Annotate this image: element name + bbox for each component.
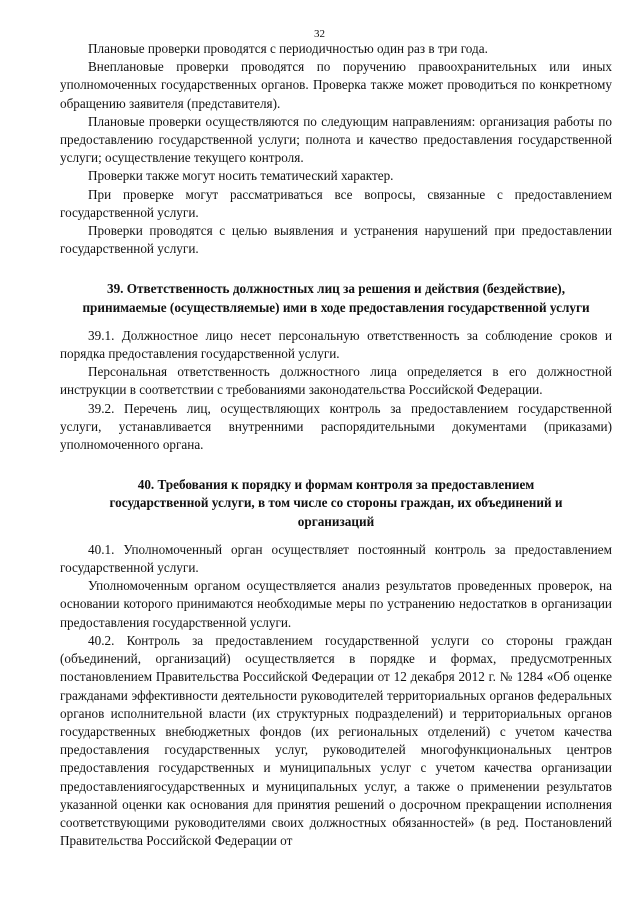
paragraph-unscheduled-inspections: Внеплановые проверки проводятся по поручению правоохранительных или иных уполномоченных государственных органов. Проверка также может проводиться по конкретному обращению заявителя (представителя). [60,59,612,111]
paragraph-inspection-purpose: Проверки проводятся с целью выявления и устранения нарушений при предоставлении государственной услуги. [60,223,612,257]
paragraph-40-analysis: Уполномоченным органом осуществляется анализ результатов проведенных проверок, на основании которого принимаются необходимые меры по устранению недостатков в организации предоставления государственной услуги. [60,578,612,630]
document-body [60,40,612,850]
section-40-heading-line-3: организаций [297,513,375,529]
paragraph-39-personal-responsibility: Персональная ответственность должностного лица определяется в его должностной инструкции в соответствии с требованиями законодательства Российской Федерации. [60,364,612,398]
section-40-heading-line-1: 40. Требования к порядку и формам контроля за предоставлением [137,477,535,493]
paragraph-40-2: 40.2. Контроль за предоставлением государственной услуги со стороны граждан (объединений, организаций) осуществляется в порядке и формах, предусмотренных постановлением Правительства Российской Федерации от 12 декабря 2012 г. № 1284 «Об оценке гражданами эффективности деятельности руководителей территориальных органов федеральных органов исполнительной власти (их структурных подразделений) и территориальных органов государственных внебюджетных фондов (их региональных отделений) с учетом качества предоставления государственных услуг, руководителей многофункциональных центров предоставления государственных и муниципальных услуг с учетом качества организации предоставлениягосударственных и муниципальных услуг, а также о применении результатов указанной оценки как основания для принятия решений о досрочном прекращении исполнения соответствующими руководителями своих должностных обязанностей» (в ред. Постановлений Правительства Российской Федерации от [60,632,612,849]
paragraph-40-1: 40.1. Уполномоченный орган осуществляет постоянный контроль за предоставлением государственной услуги. [60,541,612,576]
paragraph-thematic-inspections: Проверки также могут носить тематический характер. [88,168,394,184]
paragraph-inspection-questions: При проверке могут рассматриваться все вопросы, связанные с предоставлением государственной услуги. [60,186,612,220]
section-39-heading [60,280,612,316]
paragraph-planned-inspections-frequency: Плановые проверки проводятся с периодичностью один раз в три года. [88,41,488,56]
section-40-heading-line-2: государственной услуги, в том числе со стороны граждан, их объединений и [109,495,563,511]
section-40-heading [60,476,612,531]
page-number: 32 [314,28,325,40]
paragraph-39-1: 39.1. Должностное лицо несет персональную ответственность за соблюдение сроков и порядка предоставления государственной услуги. [60,327,612,362]
paragraph-39-2: 39.2. Перечень лиц, осуществляющих контроль за предоставлением государственной услуги, устанавливается внутренними распорядительными документами (приказами) уполномоченного органа. [60,400,612,453]
section-39-heading-line-1: 39. Ответственность должностных лиц за решения и действия (бездействие), [106,281,565,297]
section-39-heading-line-2: принимаемые (осуществляемые) ими в ходе предоставления государственной услуги [82,299,590,315]
paragraph-inspection-directions: Плановые проверки осуществляются по следующим направлениям: организация работы по предоставлению государственной услуги; полнота и качество предоставления государственной услуги; осуществление текущего контроля. [60,113,612,166]
